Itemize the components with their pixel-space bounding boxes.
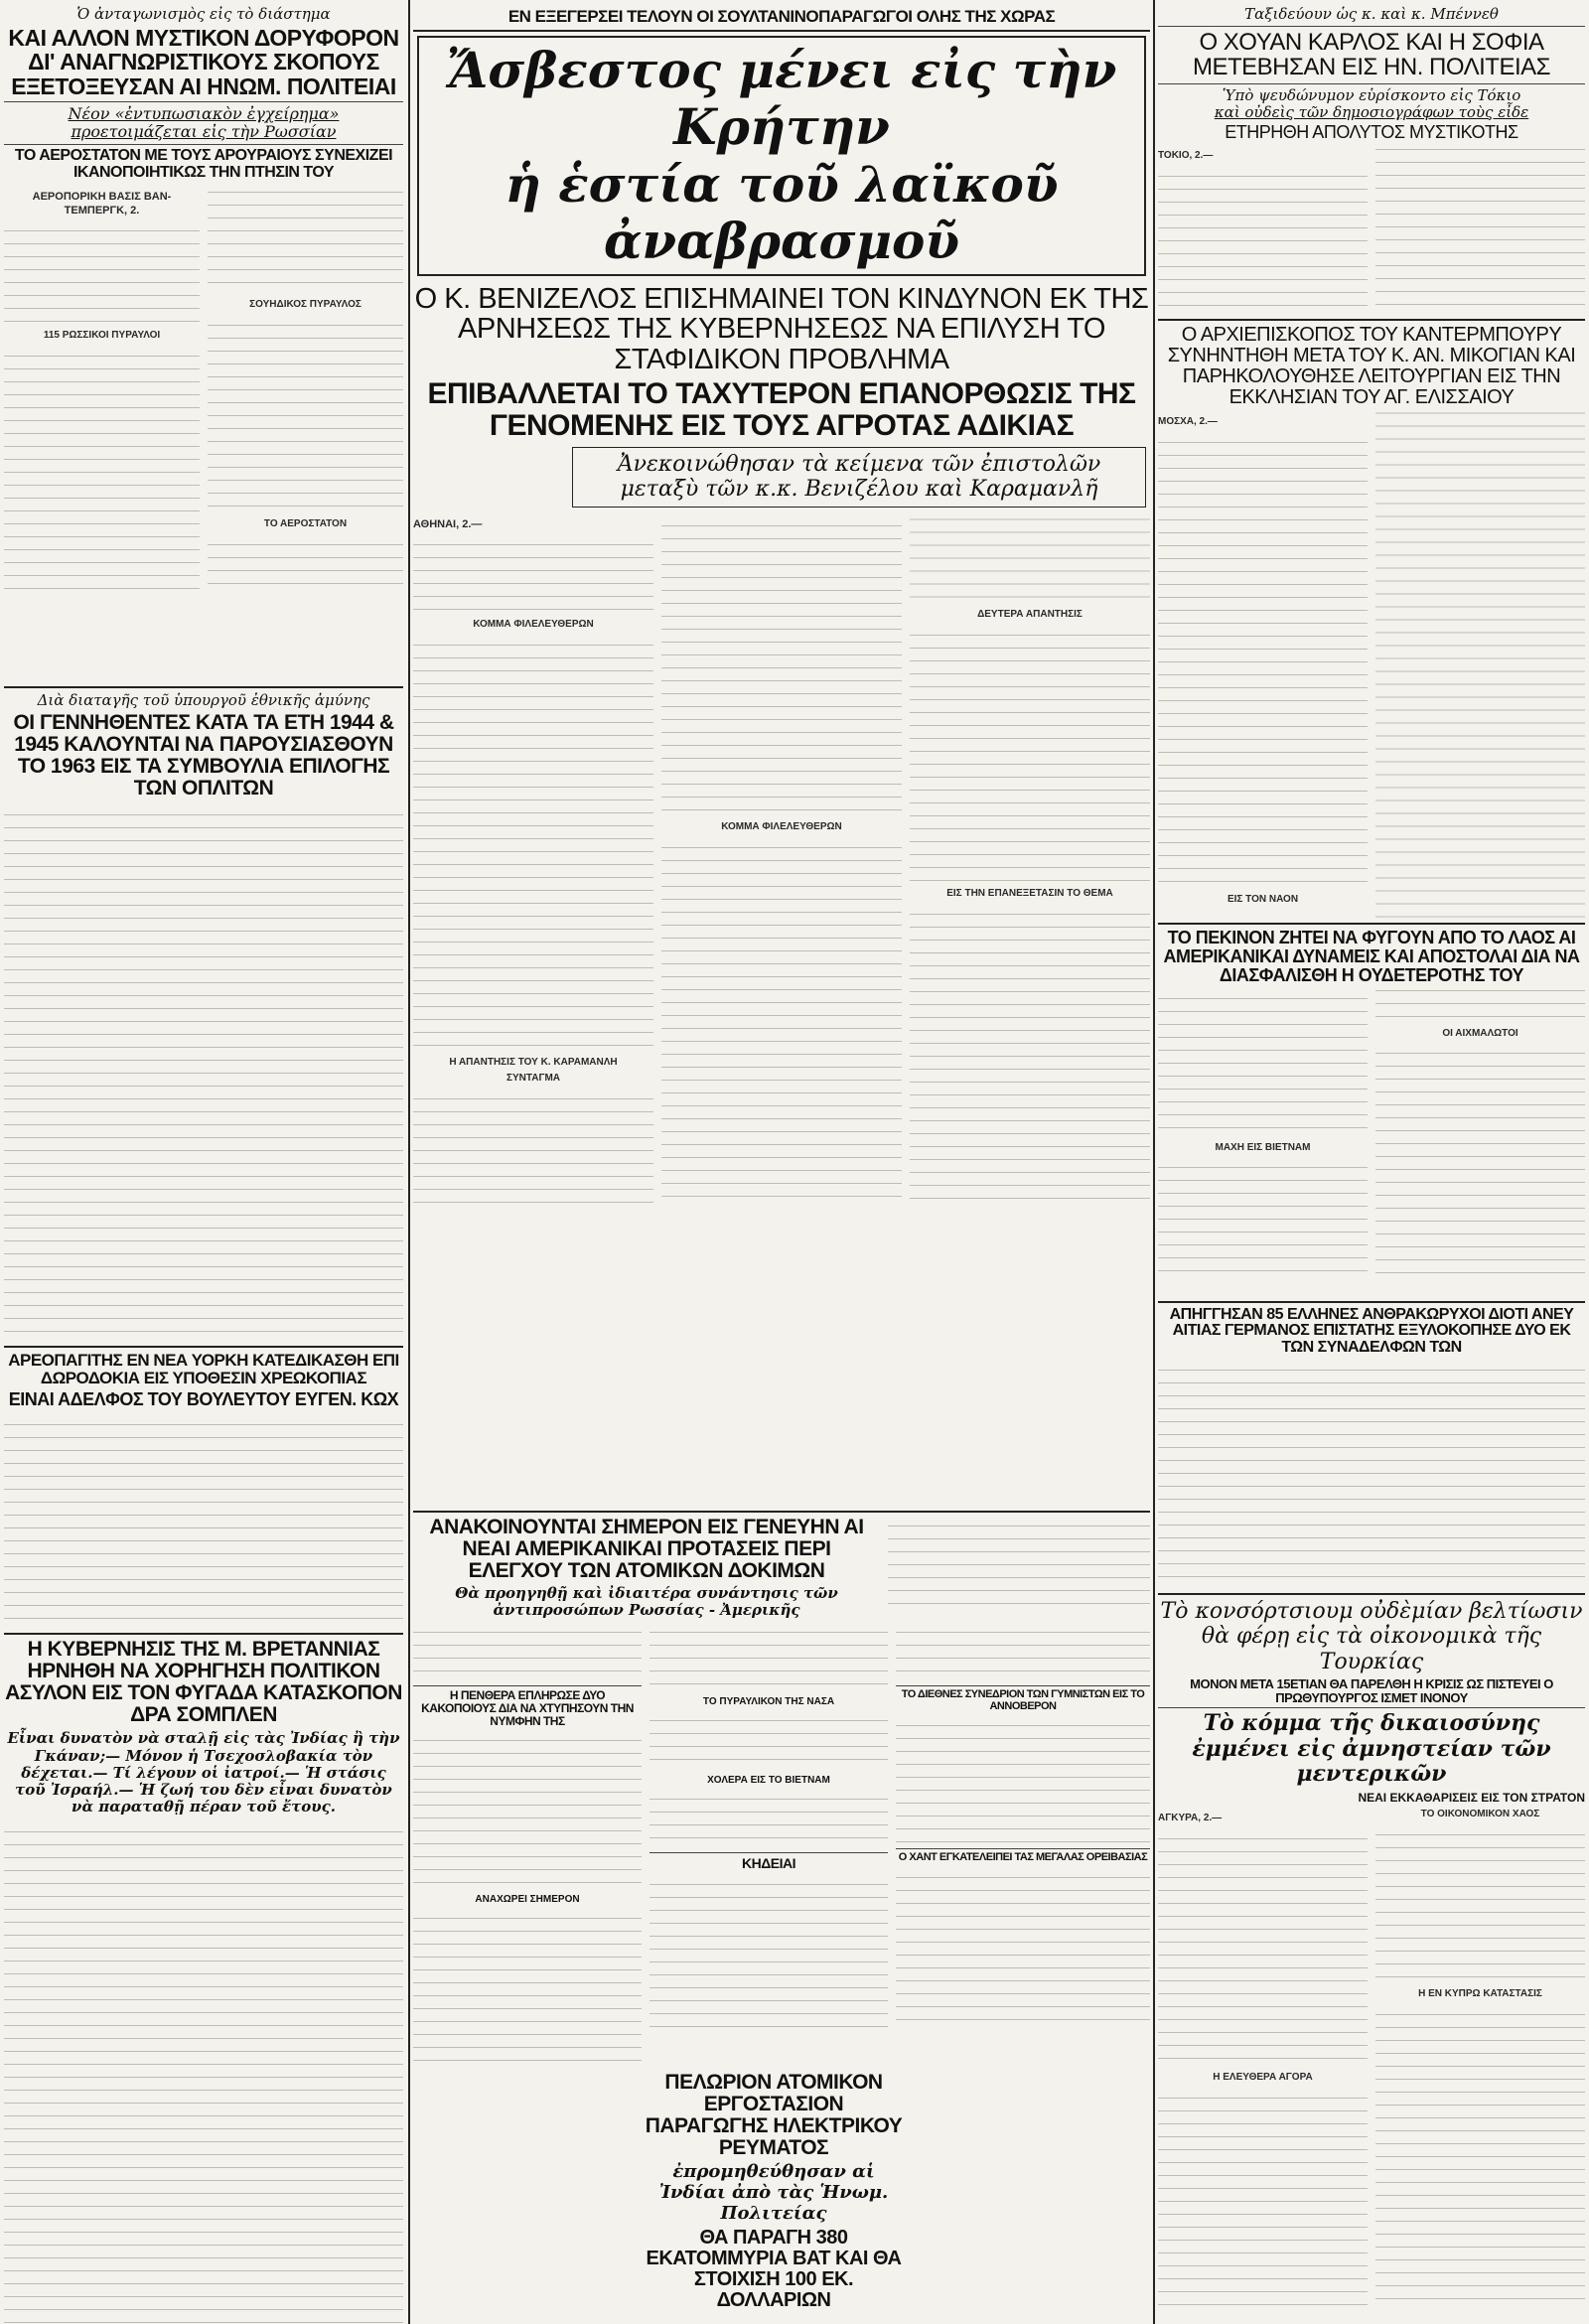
- article-text: [1375, 2005, 1585, 2303]
- geneva-deck: Θὰ προηγηθῇ καὶ ἰδιαιτέρα συνάντησις τῶν ἀντιπροσώπων Ρωσσίας - Ἀμερικῆς: [455, 1583, 838, 1620]
- justice-party-headline: Τὸ κόμμα τῆς δικαιοσύνης ἐμμένει εἰς ἀμνηστείαν τῶν μεντερικῶν: [1192, 1710, 1551, 1787]
- divider: [1158, 1301, 1585, 1303]
- article-text: [208, 316, 403, 514]
- funerals-headline: ΚΗΔΕΙΑΙ: [741, 1855, 795, 1872]
- divider: [1158, 83, 1585, 84]
- ankara-dateline: ΑΓΚΥΡΑ, 2.—: [1158, 1813, 1223, 1824]
- geneva-headline: ΑΝΑΚΟΙΝΟΥΝΤΑΙ ΣΗΜΕΡΟΝ ΕΙΣ ΓΕΝΕΥΗΝ ΑΙ ΝΕΑΙ ΑΜΕΡΙΚΑΝΙΚΑΙ ΠΡΟΤΑΣΕΙΣ ΠΕΡΙ ΕΛΕΓΧΟΥ ΤΩΝ ΑΤΟΜΙΚΩΝ ΔΟΚΙΜΩΝ: [429, 1515, 864, 1582]
- balloon-subhead-rockets: 115 ΡΩΣΣΙΚΟΙ ΠΥΡΑΥΛΟΙ: [43, 330, 161, 342]
- balloon-subhead-swedish: ΣΟΥΗΔΙΚΟΣ ΠΥΡΑΥΛΟΣ: [249, 299, 361, 311]
- peking-laos-headline: ΤΟ ΠΕΚΙΝΟΝ ΖΗΤΕΙ ΝΑ ΦΥΓΟΥΝ ΑΠΟ ΤΟ ΛΑΟΣ ΑΙ ΑΜΕΡΙΚΑΝΙΚΑΙ ΔΥΝΑΜΕΙΣ ΚΑΙ ΑΠΟΣΤΟΛΑΙ ΔΙΑ ΝΑ ΔΙΑΣΦΑΛΙΣΘΗ Η ΟΥΔΕΤΕΡΟΤΗΣ ΤΟΥ: [1163, 928, 1580, 985]
- article-text: [4, 805, 403, 1342]
- divider: [4, 1346, 403, 1348]
- divider: [4, 1633, 403, 1635]
- article-text: [413, 636, 653, 1053]
- juan-carlos-dateline: ΤΟΚΙΟ, 2.—: [1158, 150, 1214, 162]
- divider: [1158, 1707, 1585, 1708]
- miners-headline: ΑΠΗΓΓΗΣΑΝ 85 ΕΛΛΗΝΕΣ ΑΝΘΡΑΚΩΡΥΧΟΙ ΔΙΟΤΙ ΑΝΕΥ ΑΙΤΙΑΣ ΓΕΡΜΑΝΟΣ ΕΠΙΣΤΑΤΗΣ ΕΞΥΛΟΚΟΠΗΣΕ ΔΥΟ ΕΚ ΤΩΝ ΣΥΝΑΔΕΛΦΩΝ ΤΩΝ: [1169, 1305, 1574, 1357]
- divider: [4, 686, 403, 688]
- satellite-deck: Νέον «ἐντυπωσιακὸν ἐγχείρημα» προετοιμάζεται εἰς τὴν Ρωσσίαν: [68, 103, 340, 142]
- article-text: [650, 1790, 888, 1849]
- cyprus-subhead: Η ΕΝ ΚΥΠΡΩ ΚΑΤΑΣΤΑΣΙΣ: [1418, 1987, 1542, 1999]
- letters-subhead-party: ΚΟΜΜΑ ΦΙΛΕΛΕΥΘΕΡΩΝ: [721, 820, 842, 832]
- cholera-subhead: ΧΟΛΕΡΑ ΕΙΣ ΤΟ ΒΙΕΤΝΑΜ: [707, 1775, 830, 1787]
- departure-subhead: ΑΝΑΧΩΡΕΙ ΣΗΜΕΡΟΝ: [475, 1894, 580, 1906]
- col3-kicker: Ταξιδεύουν ὡς κ. καὶ κ. Μπέννεθ: [1244, 5, 1499, 23]
- center-column: [413, 0, 1150, 2324]
- article-text: [413, 1731, 642, 1890]
- article-text: [413, 535, 653, 615]
- balloon-subhead-balloon: ΤΟ ΑΕΡΟΣΤΑΤΟΝ: [263, 518, 348, 530]
- divider: [896, 1685, 1150, 1686]
- archbishop-headline: Ο ΑΡΧΙΕΠΙΣΚΟΠΟΣ ΤΟΥ ΚΑΝΤΕΡΜΠΟΥΡΥ ΣΥΝΗΝΤΗΘΗ ΜΕΤΑ ΤΟΥ Κ. ΑΝ. ΜΙΚΟΓΙΑΝ ΚΑΙ ΠΑΡΗΚΟΛΟΥΘΗΣΕ ΛΕΙΤΟΥΡΓΙΑΝ ΕΙΣ ΤΗΝ ΕΚΚΛΗΣΙΑΝ ΤΟΥ ΑΓ. ΕΛΙΣΣΑΙΟΥ: [1167, 324, 1576, 409]
- article-text: [1158, 2089, 1368, 2307]
- sultanina-banner: ΕΝ ΕΞΕΓΕΡΣΕΙ ΤΕΛΟΥΝ ΟΙ ΣΟΥΛΤΑΝΙΝΟΠΑΡΑΓΩΓΟΙ ΟΛΗΣ ΤΗΣ ΧΩΡΑΣ: [507, 7, 1056, 26]
- nasa-subhead: ΤΟ ΠΥΡΑΥΛΙΚΟΝ ΤΗΣ ΝΑΣΑ: [702, 1696, 835, 1708]
- article-text: [1158, 433, 1368, 890]
- article-text: [1158, 1829, 1368, 2068]
- geneva-block: [413, 1517, 880, 1620]
- letters-deck: Ἀνεκοινώθησαν τὰ κείμενα τῶν ἐπιστολῶν μεταξὺ τῶν κ.κ. Βενιζέλου καὶ Καραμανλῆ: [617, 452, 1101, 503]
- article-text: [896, 1716, 1150, 1845]
- article-text: [413, 1909, 642, 2068]
- article-text: [650, 1711, 888, 1771]
- center-bottom-col-a: [413, 1623, 642, 2068]
- peking-laos-article: [1158, 989, 1585, 1297]
- divider: [413, 30, 1150, 32]
- letters-deck-box: [572, 447, 1146, 508]
- article-text: [910, 905, 1150, 1203]
- right-column: [1158, 0, 1585, 2324]
- main-headline-line-2: ἡ ἑστία τοῦ λαϊκοῦ ἀναβρασμοῦ: [505, 154, 1059, 271]
- article-text: [910, 626, 1150, 884]
- center-bottom-grid: [413, 1623, 1150, 2068]
- juan-carlos-headline: Ο ΧΟΥΑΝ ΚΑΡΛΟΣ ΚΑΙ Η ΣΟΦΙΑ ΜΕΤΕΒΗΣΑΝ ΕΙΣ ΗΝ. ΠΟΛΙΤΕΙΑΣ: [1193, 29, 1550, 81]
- article-text: [650, 1875, 888, 2029]
- center-bottom-col-b: [650, 1623, 888, 2068]
- balloon-subhead-base: ΑΕΡΟΠΟΡΙΚΗ ΒΑΣΙΣ ΒΑΝ-ΤΕΜΠΕΡΓΚ, 2.: [32, 191, 172, 218]
- areopagite-headline: ΑΡΕΟΠΑΓΙΤΗΣ ΕΝ ΝΕΑ ΥΟΡΚΗ ΚΑΤΕΔΙΚΑΣΘΗ ΕΠΙ ΔΩΡΟΔΟΚΙΑ ΕΙΣ ΥΠΟΘΕΣΙΝ ΧΡΕΩΚΟΠΙΑΣ: [8, 1351, 399, 1388]
- juan-carlos-article: [1158, 146, 1585, 315]
- article-text: [896, 1623, 1150, 1682]
- letters-dateline: ΑΘΗΝΑΙ, 2.—: [413, 517, 483, 530]
- divider: [413, 1511, 1150, 1513]
- article-text: [1158, 1361, 1585, 1589]
- soblen-headline: Η ΚΥΒΕΡΝΗΣΙΣ ΤΗΣ Μ. ΒΡΕΤΑΝΝΙΑΣ ΗΡΝΗΘΗ ΝΑ ΧΟΡΗΓΗΣΗ ΠΟΛΙΤΙΚΟΝ ΑΣΥΛΟΝ ΕΙΣ ΤΟΝ ΦΥΓΑΔΑ ΚΑΤΑΣΚΟΠΟΝ ΔΡΑ ΣΟΜΠΛΕΝ: [5, 1638, 402, 1727]
- naos-subhead: ΕΙΣ ΤΟΝ ΝΑΟΝ: [1227, 893, 1299, 905]
- atomic-plant-deck: ἐπρομηθεύθησαν αἱ Ἰνδίαι ἀπὸ τὰς Ἡνωμ. Πολιτείας: [658, 2161, 889, 2224]
- divider: [1158, 26, 1585, 27]
- article-text: [4, 221, 200, 326]
- archbishop-article: [1158, 412, 1585, 919]
- turkey-article: [1158, 1809, 1585, 2324]
- article-text: [1158, 146, 1585, 315]
- mother-in-law-headline: Η ΠΕΝΘΕΡΑ ΕΠΛΗΡΩΣΕ ΔΥΟ ΚΑΚΟΠΟΙΟΥΣ ΔΙΑ ΝΑ ΧΤΥΠΗΣΟΥΝ ΤΗΝ ΝΥΜΦΗΝ ΤΗΣ: [421, 1688, 634, 1728]
- letters-subhead-reply: Η ΑΠΑΝΤΗΣΙΣ ΤΟΥ Κ. ΚΑΡΑΜΑΝΛΗ: [449, 1056, 618, 1068]
- conscripts-deck: Διὰ διαταγῆς τοῦ ὑπουργοῦ ἐθνικῆς ἀμύνης: [37, 691, 370, 710]
- column-rule-right: [1153, 0, 1155, 2324]
- article-text: [1375, 1044, 1585, 1282]
- main-headline-box: [417, 36, 1146, 276]
- consortium-deck: ΜΟΝΟΝ ΜΕΤΑ 15ΕΤΙΑΝ ΘΑ ΠΑΡΕΛΘΗ Η ΚΡΙΣΙΣ ΩΣ ΠΙΣΤΕΥΕΙ Ο ΠΡΩΘΥΠΟΥΡΓΟΣ ΙΣΜΕΤ ΙΝΟΝΟΥ: [1190, 1675, 1553, 1705]
- article-text: [4, 1415, 403, 1629]
- balloon-article: [4, 186, 403, 682]
- atomic-plant-headline: ΠΕΛΩΡΙΟΝ ΑΤΟΜΙΚΟΝ ΕΡΓΟΣΤΑΣΙΟΝ ΠΑΡΑΓΩΓΗΣ ΗΛΕΚΤΡΙΚΟΥ ΡΕΥΜΑΤΟΣ: [645, 2071, 903, 2160]
- article-text: [4, 1822, 403, 2324]
- correction-headline: ΕΠΙΒΑΛΛΕΤΑΙ ΤΟ ΤΑΧΥΤΕΡΟΝ ΕΠΑΝΟΡΘΩΣΙΣ ΤΗΣ ΓΕΝΟΜΕΝΗΣ ΕΙΣ ΤΟΥΣ ΑΓΡΟΤΑΣ ΑΔΙΚΙΑΣ: [427, 377, 1136, 442]
- divider: [4, 101, 403, 102]
- free-market-subhead: Η ΕΛΕΥΘΕΡΑ ΑΓΟΡΑ: [1213, 2071, 1313, 2083]
- letters-subhead-second-reply: ΔΕΥΤΕΡΑ ΑΠΑΝΤΗΣΙΣ: [977, 609, 1083, 621]
- mother-in-law-block: [888, 1517, 1150, 1620]
- divider: [896, 1848, 1150, 1849]
- consortium-headline: Τὸ κονσόρτσιουμ οὐδὲμίαν βελτίωσιν θὰ φέρῃ εἰς τὰ οἰκονομικὰ τῆς Τουρκίας: [1160, 1599, 1583, 1674]
- letters-subhead-party: ΚΟΜΜΑ ΦΙΛΕΛΕΥΘΕΡΩΝ: [473, 618, 594, 630]
- divider: [413, 1685, 642, 1686]
- divider: [1158, 923, 1585, 925]
- center-bottom-col-c: [896, 1623, 1150, 2068]
- article-text: [896, 1868, 1150, 2027]
- article-text: [650, 1623, 888, 1692]
- archbishop-dateline: ΜΟΣΧΑ, 2.—: [1158, 416, 1218, 428]
- prisoners-subhead: ΟΙ ΑΙΧΜΑΛΩΤΟΙ: [1442, 1027, 1518, 1039]
- watts-headline: ΘΑ ΠΑΡΑΓΗ 380 ΕΚΑΤΟΜΜΥΡΙΑ ΒΑΤ ΚΑΙ ΘΑ ΣΤΟΙΧΙΣΗ 100 ΕΚ. ΔΟΛΛΑΡΙΩΝ: [646, 2227, 902, 2312]
- economic-chaos-subhead: ΤΟ ΟΙΚΟΝΟΜΙΚΟΝ ΧΑΟΣ: [1420, 1809, 1540, 1820]
- article-text: [1158, 989, 1368, 1138]
- divider: [1158, 319, 1585, 321]
- areopagite-subheadline: ΕΙΝΑΙ ΑΔΕΛΦΟΣ ΤΟΥ ΒΟΥΛΕΥΤΟΥ ΕΥΓΕΝ. ΚΩΧ: [8, 1389, 399, 1410]
- letters-subhead-constitution: ΣΥΝΤΑΓΜΑ: [506, 1073, 561, 1085]
- divider: [650, 1852, 888, 1853]
- venizelos-headline: Ο Κ. ΒΕΝΙΖΕΛΟΣ ΕΠΙΣΗΜΑΙΝΕΙ ΤΟΝ ΚΙΝΔΥΝΟΝ ΕΚ ΤΗΣ ΑΡΝΗΣΕΩΣ ΤΗΣ ΚΥΒΕΡΝΗΣΕΩΣ ΝΑ ΕΠΙΛΥΣΗ ΤΟ ΣΤΑΦΙΔΙΚΟΝ ΠΡΟΒΛΗΜΑ: [414, 282, 1149, 375]
- divider: [4, 144, 403, 145]
- juan-carlos-deck-c: ΕΤΗΡΗΘΗ ΑΠΟΛΥΤΟΣ ΜΥΣΤΙΚΟΤΗΣ: [1225, 122, 1518, 143]
- gymnasts-headline: ΤΟ ΔΙΕΘΝΕΣ ΣΥΝΕΔΡΙΟΝ ΤΩΝ ΓΥΜΝΙΣΤΩΝ ΕΙΣ ΤΟ ΑΝΝΟΒΕΡΟΝ: [901, 1688, 1145, 1712]
- conscripts-headline: ΟΙ ΓΕΝΝΗΘΕΝΤΕΣ ΚΑΤΑ ΤΑ ΕΤΗ 1944 & 1945 ΚΑΛΟΥΝΤΑΙ ΝΑ ΠΑΡΟΥΣΙΑΣΘΟΥΝ ΤΟ 1963 ΕΙΣ ΤΑ ΣΥΜΒΟΥΛΙΑ ΕΠΙΛΟΓΗΣ ΤΩΝ ΟΠΛΙΤΩΝ: [13, 711, 394, 800]
- col1-kicker: Ὁ ἀνταγωνισμὸς εἰς τὸ διάστημα: [76, 5, 331, 23]
- center-lower-section: [413, 1517, 1150, 1620]
- juan-carlos-deck-a: Ὑπὸ ψευδώνυμον εὑρίσκοντο εἰς Τόκιο: [1222, 85, 1521, 104]
- juan-carlos-deck-b: καὶ οὐδεὶς τῶν δημοσιογράφων τοὺς εἶδε: [1214, 102, 1529, 121]
- left-column: [4, 0, 403, 2324]
- article-text: [208, 535, 403, 595]
- balloon-headline: ΤΟ ΑΕΡΟΣΤΑΤΟΝ ΜΕ ΤΟΥΣ ΑΡΟΥΡΑΙΟΥΣ ΣΥΝΕΧΙΖΕΙ ΙΚΑΝΟΠΟΙΗΤΙΚΩΣ ΤΗΝ ΠΤΗΣΙΝ ΤΟΥ: [14, 147, 393, 182]
- khan-headline: Ο ΧΑΝΤ ΕΓΚΑΤΕΛΕΙΠΕΙ ΤΑΣ ΜΕΓΑΛΑΣ ΟΡΕΙΒΑΣΙΑΣ: [898, 1851, 1148, 1864]
- letters-article: [413, 513, 1150, 1507]
- divider: [1158, 1593, 1585, 1595]
- main-headline-line-1: Ἄσβεστος μένει εἰς τὴν Κρήτην: [446, 40, 1117, 157]
- letters-subhead-reexamination: ΕΙΣ ΤΗΝ ΕΠΑΝΕΞΕΤΑΣΙΝ ΤΟ ΘΕΜΑ: [946, 888, 1113, 900]
- article-text: [1375, 1825, 1585, 1984]
- soblen-deck: Εἶναι δυνατὸν νὰ σταλῇ εἰς τὰς Ἰνδίας ἢ τὴν Γκάναν;— Μόνον ἡ Τσεχοσλοβακία τὸν δέχεται.— Τί λέγουν οἱ ἰατροί.— Ἡ στάσις τοῦ Ἰσραήλ.— Ἡ ζωή του δὲν εἶναι δυνατὸν νὰ παραταθῇ πέραν τοῦ ἔτους.: [7, 1729, 400, 1816]
- article-text: [888, 1517, 1150, 1611]
- article-text: [413, 1623, 642, 1682]
- column-rule-left: [408, 0, 410, 2324]
- satellite-headline: ΚΑΙ ΑΛΛΟΝ ΜΥΣΤΙΚΟΝ ΔΟΡΥΦΟΡΟΝ ΔΙ' ΑΝΑΓΝΩΡΙΣΤΙΚΟΥΣ ΣΚΟΠΟΥΣ ΕΞΕΤΟΞΕΥΣΑΝ ΑΙ ΗΝΩΜ. ΠΟΛΙΤΕΙΑΙ: [8, 25, 399, 99]
- vietnam-subhead: ΜΑΧΗ ΕΙΣ ΒΙΕΤΝΑΜ: [1215, 1141, 1311, 1153]
- justice-party-subhead: ΝΕΑΙ ΕΚΚΑΘΑΡΙΣΕΙΣ ΕΙΣ ΤΟΝ ΣΤΡΑΤΟΝ: [1358, 1791, 1585, 1806]
